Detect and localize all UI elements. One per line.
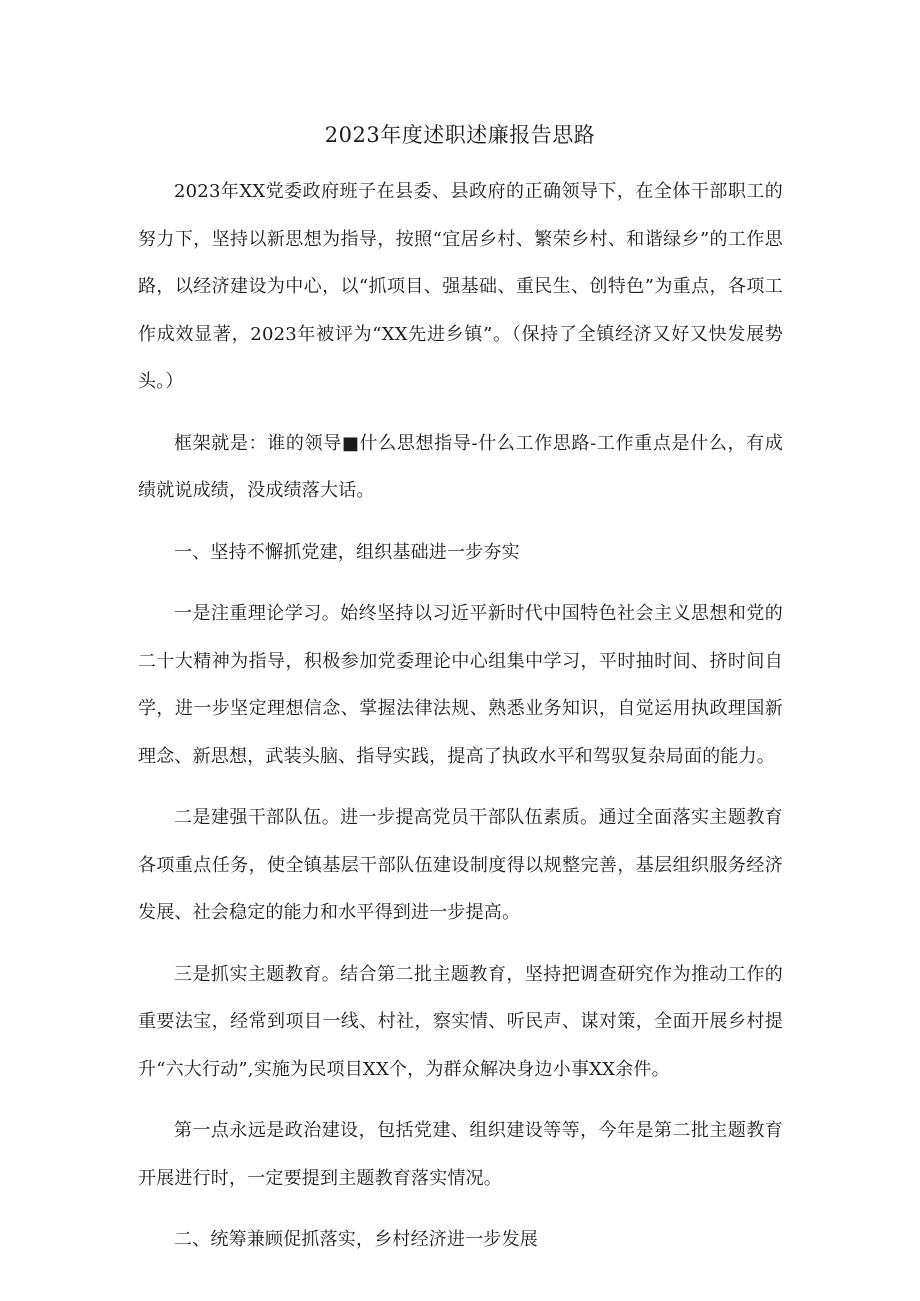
section-heading-1: 一、坚持不懈抓党建，组织基础进一步夯实	[174, 541, 520, 563]
paragraph-cadre-team: 二是建强干部队伍。进一步提高党员干部队伍素质。通过全面落实主题教育各项重点任务，使全镇基层干部队伍建设制度得以规整完善，基层组织服务经济发展、社会稳定的能力和水平得到进一步提高。	[138, 807, 783, 923]
paragraph-theme-education: 三是抓实主题教育。结合第二批主题教育，坚持把调查研究作为推动工作的重要法宝，经常到项目一线、村社，察实情、听民声、谋对策，全面开展乡村提升“六大行动”,实施为民项目XX个，为群众解决身边小事XX余件。	[138, 963, 783, 1080]
paragraph-framework: 框架就是：谁的领导■什么思想指导-什么工作思路-工作重点是什么，有成绩就说成绩，没成绩落大话。	[138, 432, 783, 501]
document-title: 2023年度述职述廉报告思路	[324, 123, 596, 147]
section-heading-2: 二、统筹兼顾促抓落实，乡村经济进一步发展	[174, 1229, 538, 1250]
paragraph-theory-study: 一是注重理论学习。始终坚持以习近平新时代中国特色社会主义思想和党的二十大精神为指导，积极参加党委理论中心组集中学习，平时抽时间、挤时间自学，进一步坚定理想信念、掌握法律法规、熟悉业务知识，自觉运用执政理国新理念、新思想，武装头脑、指导实践，提高了执政水平和驾驭复杂局面的能力。	[138, 603, 783, 767]
document-body	[138, 168, 783, 1278]
paragraph-intro: 2023年XX党委政府班子在县委、县政府的正确领导下，在全体干部职工的努力下，坚持以新思想为指导，按照“宜居乡村、繁荣乡村、和谐绿乡”的工作思路，以经济建设为中心，以“抓项目、强基础、重民生、创特色”为重点，各项工作成效显著，2023年被评为“XX先进乡镇”。（保持了全镇经济又好又快发展势头。）	[138, 181, 783, 392]
paragraph-political-note: 第一点永远是政治建设，包括党建、组织建设等等，今年是第二批主题教育开展进行时，一定要提到主题教育落实情况。	[138, 1120, 783, 1189]
